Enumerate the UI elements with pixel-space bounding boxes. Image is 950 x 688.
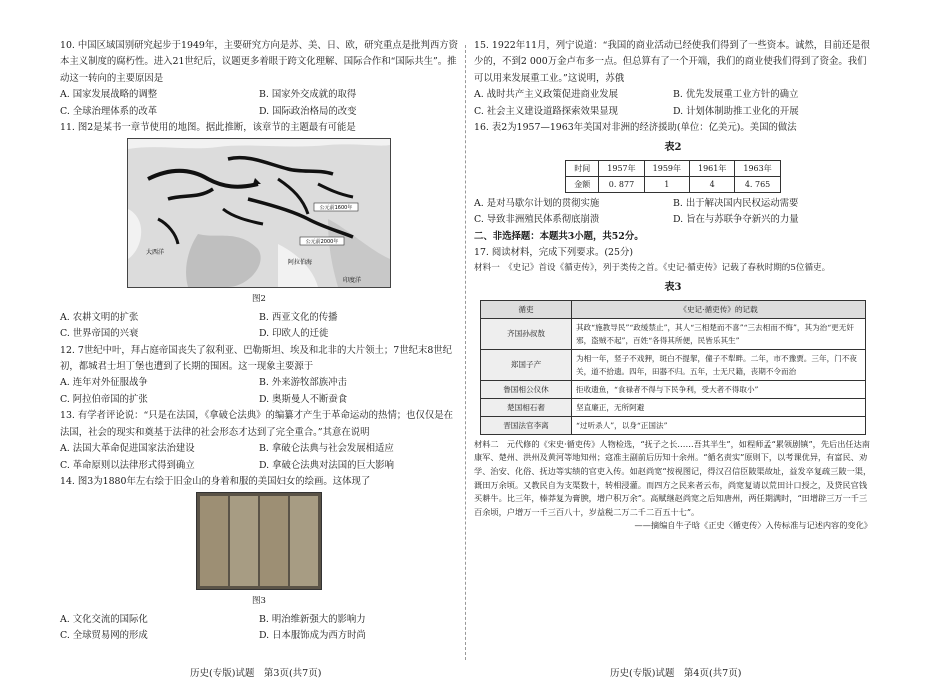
table-cell: 0. 877 <box>599 176 644 192</box>
officials-table <box>480 300 866 435</box>
table-cell: “过听杀人”，以身“正国法” <box>572 416 866 434</box>
screen-panel <box>200 496 228 586</box>
table-row <box>481 398 866 416</box>
option-a: A. 文化交流的国际化 <box>60 613 148 625</box>
option-b: B. 西亚文化的传播 <box>259 311 338 323</box>
table-2-title: 表2 <box>664 142 682 154</box>
question-15-options <box>474 104 872 120</box>
table-row <box>481 416 866 434</box>
table-cell: 为相一年，竖子不戏狎，斑白不提挈，僮子不犁畔。二年，市不豫贾。三年，门不夜关，道不拾遗。四年，田器不归。五年，士无尺籍，丧期不令而治 <box>572 349 866 380</box>
question-16-stem: 16. 表2为1957—1963年美国对非洲的经济援助(单位：亿美元)。美国的做法 <box>474 122 797 134</box>
screen-panel <box>260 496 288 586</box>
table-header-cell: 《史记·循吏传》的记载 <box>572 300 866 318</box>
table-cell: 拒收遗鱼，“食禄者不得与下民争利，受大者不得取小” <box>572 380 866 398</box>
option-c: C. 阿拉伯帝国的扩张 <box>60 393 148 405</box>
question-13-options <box>60 458 458 474</box>
map-label-atlantic: 大西洋 <box>146 249 165 257</box>
question-10-options <box>60 87 458 103</box>
table-row <box>481 349 866 380</box>
option-d: D. 计划体制助推工业化的开展 <box>673 105 799 117</box>
figure-3-caption: 图3 <box>252 596 266 607</box>
material-1: 材料一 《史记》首设《循吏传》，列于类传之首。《史记·循吏传》记载了春秋时期的5位循吏。 <box>474 263 831 274</box>
option-b: B. 明治维新强大的影响力 <box>259 613 366 625</box>
option-a: A. 战时共产主义政策促进商业发展 <box>474 89 618 101</box>
question-13-stem: 13. 有学者评论说：“只是在法国，《拿破仑法典》的编纂才产生于革命运动的热情；也仅仅是在法国，社会的现实和奠基于法律的社会形态才达到了完全重合。”其意在说明 <box>60 410 453 438</box>
option-c: C. 全球治理体系的改革 <box>60 105 158 117</box>
option-b: B. 拿破仑法典与社会发展相适应 <box>259 443 394 455</box>
table-3-title: 表3 <box>664 282 682 294</box>
map-label-indian-ocean: 印度洋 <box>343 277 362 285</box>
section-heading: 二、非选择题：本题共3小题，共52分。 <box>474 230 644 242</box>
question-11-stem: 11. 图2是某书一章节使用的地图。据此推断，该章节的主题最有可能是 <box>60 122 356 134</box>
question-12-options <box>60 375 458 391</box>
table-header-row <box>481 300 866 318</box>
question-17-stem: 17. 阅读材料，完成下列要求。(25分) <box>474 247 634 259</box>
option-a: A. 连年对外征服战争 <box>60 377 148 389</box>
question-13-options <box>60 441 458 457</box>
option-a: A. 国家发展战略的调整 <box>60 89 158 101</box>
option-a: A. 农耕文明的扩张 <box>60 311 139 323</box>
table-header-row <box>566 160 780 176</box>
table-cell: 晋国法官李离 <box>481 416 572 434</box>
material-source: ——摘编自牛子晗《正史〈循吏传〉入传标准与记述内容的变化》 <box>634 520 872 531</box>
table-cell: 1963年 <box>735 160 780 176</box>
table-cell: 金额 <box>566 176 599 192</box>
map-label-arabian-sea: 阿拉伯海 <box>288 259 313 267</box>
option-b: B. 国家外交成就的取得 <box>259 89 357 101</box>
option-d: D. 拿破仑法典对法国的巨大影响 <box>259 459 395 471</box>
screen-panel <box>290 496 318 586</box>
question-15-options <box>474 87 872 103</box>
question-14-stem: 14. 图3为1880年左右绘于旧金山的身着和服的美国妇女的绘画。这体现了 <box>60 475 371 487</box>
option-c: C. 世界帝国的兴衰 <box>60 328 139 340</box>
option-d: D. 旨在与苏联争夺新兴的力量 <box>673 214 799 226</box>
kimono-painting-figure <box>196 492 322 590</box>
table-cell: 4 <box>690 176 735 192</box>
option-c: C. 社会主义建设道路探索效果显现 <box>474 105 619 117</box>
map-label-date-2: 公元前2000年 <box>305 239 339 246</box>
option-a: A. 是对马歇尔计划的贯彻实施 <box>474 197 600 209</box>
question-16-options <box>474 196 872 212</box>
table-cell: 1 <box>644 176 689 192</box>
table-row <box>481 380 866 398</box>
option-d: D. 印欧人的迁徙 <box>259 328 329 340</box>
option-a: A. 法国大革命促进国家法治建设 <box>60 443 195 455</box>
question-10-stem: 10. 中国区域国别研究起步于1949年，主要研究方向是苏、美、日、欧，研究重点是批判西方资本主义制度的腐朽性。进入21世纪后，议题更多着眼于跨文化理解、国际合作和“国际共生”。推动这一转向的主要原因是 <box>60 40 459 84</box>
option-c: C. 全球贸易网的形成 <box>60 630 148 642</box>
table-row <box>481 318 866 349</box>
option-b: B. 优先发展重工业方针的确立 <box>673 89 799 101</box>
question-14-options <box>60 628 458 644</box>
aid-table <box>565 160 780 193</box>
figure-2-caption: 图2 <box>252 294 266 305</box>
map-label-date-1: 公元前1600年 <box>319 205 353 212</box>
option-b: B. 出于解决国内民权运动需要 <box>673 197 799 209</box>
table-cell: 时间 <box>566 160 599 176</box>
page-footer-left: 历史(专版)试题 第3页(共7页) <box>190 668 322 679</box>
page-footer-right: 历史(专版)试题 第4页(共7页) <box>610 668 742 679</box>
column-divider <box>465 45 466 660</box>
option-b: B. 外来游牧部族冲击 <box>259 377 347 389</box>
question-15-stem: 15. 1922年11月，列宁说道：“我国的商业活动已经使我们得到了一些资本。诚然，目前还是很少的，不到2 000万金卢布多一点。但总算有了一个开端，我们的商业使我们得到了资金。我们可以用来发展重工业。”这说明，苏俄 <box>474 40 870 84</box>
right-column <box>474 38 872 533</box>
question-11-options <box>60 326 458 342</box>
question-14-options <box>60 612 458 628</box>
option-c: C. 革命原则以法律形式得到确立 <box>60 459 195 471</box>
table-header-cell: 循吏 <box>481 300 572 318</box>
table-cell: 1959年 <box>644 160 689 176</box>
question-11-options <box>60 310 458 326</box>
left-column <box>60 38 458 645</box>
option-d: D. 奥斯曼人不断蚕食 <box>259 393 348 405</box>
question-10-options <box>60 104 458 120</box>
table-cell: 4. 765 <box>735 176 780 192</box>
table-cell: 1961年 <box>690 160 735 176</box>
question-16-options <box>474 212 872 228</box>
option-d: D. 日本服饰成为西方时尚 <box>259 630 366 642</box>
table-cell: 其政“施教导民”“政缓禁止”，其人“三相楚而不喜”“三去相而不悔”，其为治“更无奸邪，盗贼不起”，百姓“各得其所便，民皆乐其生” <box>572 318 866 349</box>
question-12-options <box>60 392 458 408</box>
table-cell: 郑国子产 <box>481 349 572 380</box>
question-12-stem: 12. 7世纪中叶，拜占庭帝国丧失了叙利亚、巴勒斯坦、埃及和北非的大片领土；7世纪末8世纪初，都城君士坦丁堡也遭到了长期的围困。这一现象主要源于 <box>60 344 453 373</box>
migration-map-figure <box>127 138 391 288</box>
option-d: D. 国际政治格局的改变 <box>259 105 357 117</box>
table-cell: 齐国孙叔敖 <box>481 318 572 349</box>
table-row <box>566 176 780 192</box>
table-cell: 坚直廉正，无所阿避 <box>572 398 866 416</box>
screen-panel <box>230 496 258 586</box>
table-cell: 楚国相石奢 <box>481 398 572 416</box>
migration-map <box>128 139 390 287</box>
material-2: 材料二 元代修的《宋史·循吏传》人物检选，“抚子之长……吾其半生”，如程师孟“累领剧镇”，先后出任达南康军、楚州、洪州及黄河等地知州；寇准主副前后历知十余州。“循名责实”原则下，以考课优异，有富民、劝学、治安、化俗、抚边等实绩的官吏入传。如赵尚宽“按视图记，得汉召信臣陂渠故址，益发卒复疏三陂一渠，溉田万余顷。又教民自为支渠数十，转相浸灌。而四方之民来者云布，尚宽复请以荒田计口授之，及贷民官钱买耕牛。比三年，榛莽复为膏腴，增户积万余”。高赋继赵尚宽之后知唐州，两任期满时，“田增辟三万一千三百余顷，户增万一千三百八十，岁益税二万二千二百五十七”。 <box>474 438 872 517</box>
table-cell: 鲁国相公仪休 <box>481 380 572 398</box>
option-c: C. 导致非洲殖民体系彻底崩溃 <box>474 214 600 226</box>
table-cell: 1957年 <box>599 160 644 176</box>
